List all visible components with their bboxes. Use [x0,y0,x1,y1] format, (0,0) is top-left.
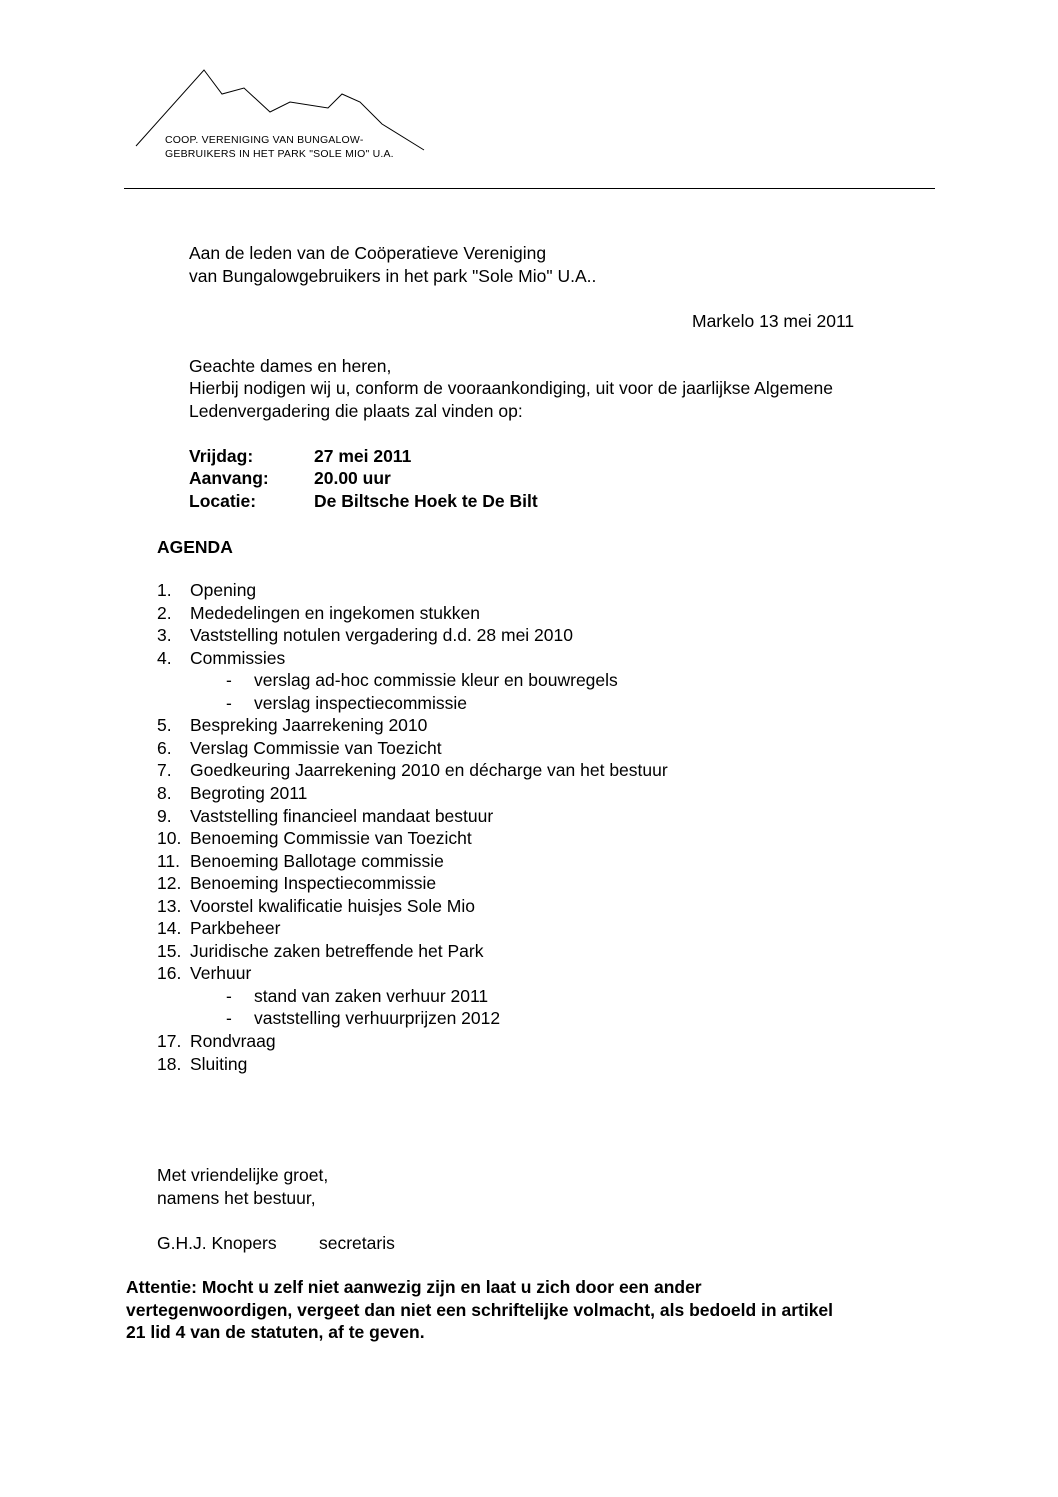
agenda-item-number: 1. [157,580,172,600]
intro-line-1: Hierbij nodigen wij u, conform de vooraankondiging, uit voor de jaarlijkse Algemene [189,378,833,398]
agenda-item [157,715,427,736]
agenda-item-text: Voorstel kwalificatie huisjes Sole Mio [190,895,475,916]
agenda-item-text: Rondvraag [190,1031,276,1051]
agenda-item-text: Vaststelling notulen vergadering d.d. 28 mei 2010 [190,625,573,646]
logo-text-line-1: COOP. VERENIGING VAN BUNGALOW- [165,134,364,146]
intro-line-2: Ledenvergadering die plaats zal vinden op: [189,401,523,421]
place-date: Markelo 13 mei 2011 [692,311,855,331]
meeting-start-label: Aanvang: [189,468,269,488]
agenda-sub-item-text: stand van zaken verhuur 2011 [254,985,489,1006]
signatory-name: G.H.J. Knopers [157,1233,277,1253]
header-divider [124,188,935,189]
agenda-item-number: 8. [157,782,172,803]
agenda-item-number: 5. [157,715,172,736]
agenda-item-number: 17. [157,1031,182,1051]
agenda-sub-item-dash: - [226,692,232,713]
attention-line-1: Attentie: Mocht u zelf niet aanwezig zijn en laat u zich door een ander [126,1277,702,1297]
agenda-item-number: 7. [157,760,172,781]
agenda-item-number: 10. [157,828,182,849]
agenda-item-number: 12. [157,873,182,894]
agenda-item-text: Begroting 2011 [190,782,308,803]
agenda-item-number: 14. [157,918,182,939]
agenda-item-number: 6. [157,737,172,758]
agenda-item-number: 18. [157,1053,182,1074]
logo-text-line-2: GEBRUIKERS IN HET PARK "SOLE MIO" U.A. [165,148,394,160]
agenda-item-number: 4. [157,647,172,668]
salutation: Geachte dames en heren, [189,356,392,376]
agenda-item-text: Parkbeheer [190,918,281,939]
agenda-sub-item-text: vaststelling verhuurprijzen 2012 [254,1008,501,1029]
signatory-role: secretaris [319,1233,395,1253]
agenda-item [157,603,480,624]
agenda-sub-item-dash: - [226,670,232,691]
agenda-sub-item-dash: - [226,1008,232,1029]
agenda-item-number: 11. [157,850,181,871]
meeting-location-value: De Biltsche Hoek te De Bilt [314,491,538,511]
meeting-location-label: Locatie: [189,491,257,511]
agenda-sub-item-dash: - [226,985,232,1006]
agenda-item [157,738,442,759]
closing-on-behalf: namens het bestuur, [157,1188,316,1208]
addressee-line-2: van Bungalowgebruikers in het park "Sole Mio" U.A.. [189,266,597,286]
agenda-item-text: Benoeming Ballotage commissie [190,850,444,871]
agenda-title: AGENDA [157,537,233,557]
agenda-item-number: 9. [157,805,172,826]
agenda-item-text: Verhuur [190,963,252,984]
agenda-item [157,580,256,601]
agenda-item [157,963,251,984]
agenda-item-text: Benoeming Inspectiecommissie [190,873,437,894]
meeting-start-value: 20.00 uur [314,468,391,488]
agenda-sub-item-text: verslag inspectiecommissie [254,692,467,713]
agenda-item [157,806,493,827]
meeting-day-value: 27 mei 2011 [314,446,412,466]
agenda-item [157,941,483,962]
agenda-item-number: 13. [157,895,182,916]
agenda-item [157,873,436,894]
agenda-item [157,648,285,669]
agenda-item [157,625,573,646]
closing-greeting: Met vriendelijke groet, [157,1165,329,1185]
attention-line-2: vertegenwoordigen, vergeet dan niet een schriftelijke volmacht, als bedoeld in artikel [126,1300,834,1320]
agenda-item [157,1054,247,1075]
agenda-item [157,896,475,917]
agenda-item [157,851,444,872]
agenda-item-number: 15. [157,940,182,961]
agenda-item-text: Vaststelling financieel mandaat bestuur [190,805,494,826]
agenda-item-number: 2. [157,602,172,623]
agenda-item-text: Commissies [190,647,286,668]
agenda-item [157,783,307,804]
agenda-sub-item [226,670,618,691]
agenda-item-text: Verslag Commissie van Toezicht [190,737,442,758]
agenda-sub-item [226,1008,500,1029]
agenda-item-text: Benoeming Commissie van Toezicht [190,828,472,849]
agenda-item-text: Bespreking Jaarrekening 2010 [190,715,428,736]
agenda-sub-item [226,986,488,1007]
agenda-item-text: Opening [190,580,257,600]
agenda-item-text: Sluiting [190,1053,248,1074]
meeting-day-label: Vrijdag: [189,446,254,466]
agenda-item-text: Juridische zaken betreffende het Park [190,940,484,961]
agenda-item [157,828,472,849]
agenda-item-text: Goedkeuring Jaarrekening 2010 en décharge van het bestuur [190,760,668,781]
addressee-line-1: Aan de leden van de Coöperatieve Vereniging [189,243,547,263]
agenda-item [157,760,668,781]
agenda-sub-item-text: verslag ad-hoc commissie kleur en bouwregels [254,670,618,691]
agenda-item-number: 3. [157,625,172,646]
agenda-item [157,1031,276,1052]
agenda-item [157,918,280,939]
attention-line-3: 21 lid 4 van de statuten, af te geven. [126,1322,425,1342]
agenda-item-text: Mededelingen en ingekomen stukken [190,602,480,623]
agenda-item-number: 16. [157,963,182,984]
agenda-sub-item [226,693,467,714]
